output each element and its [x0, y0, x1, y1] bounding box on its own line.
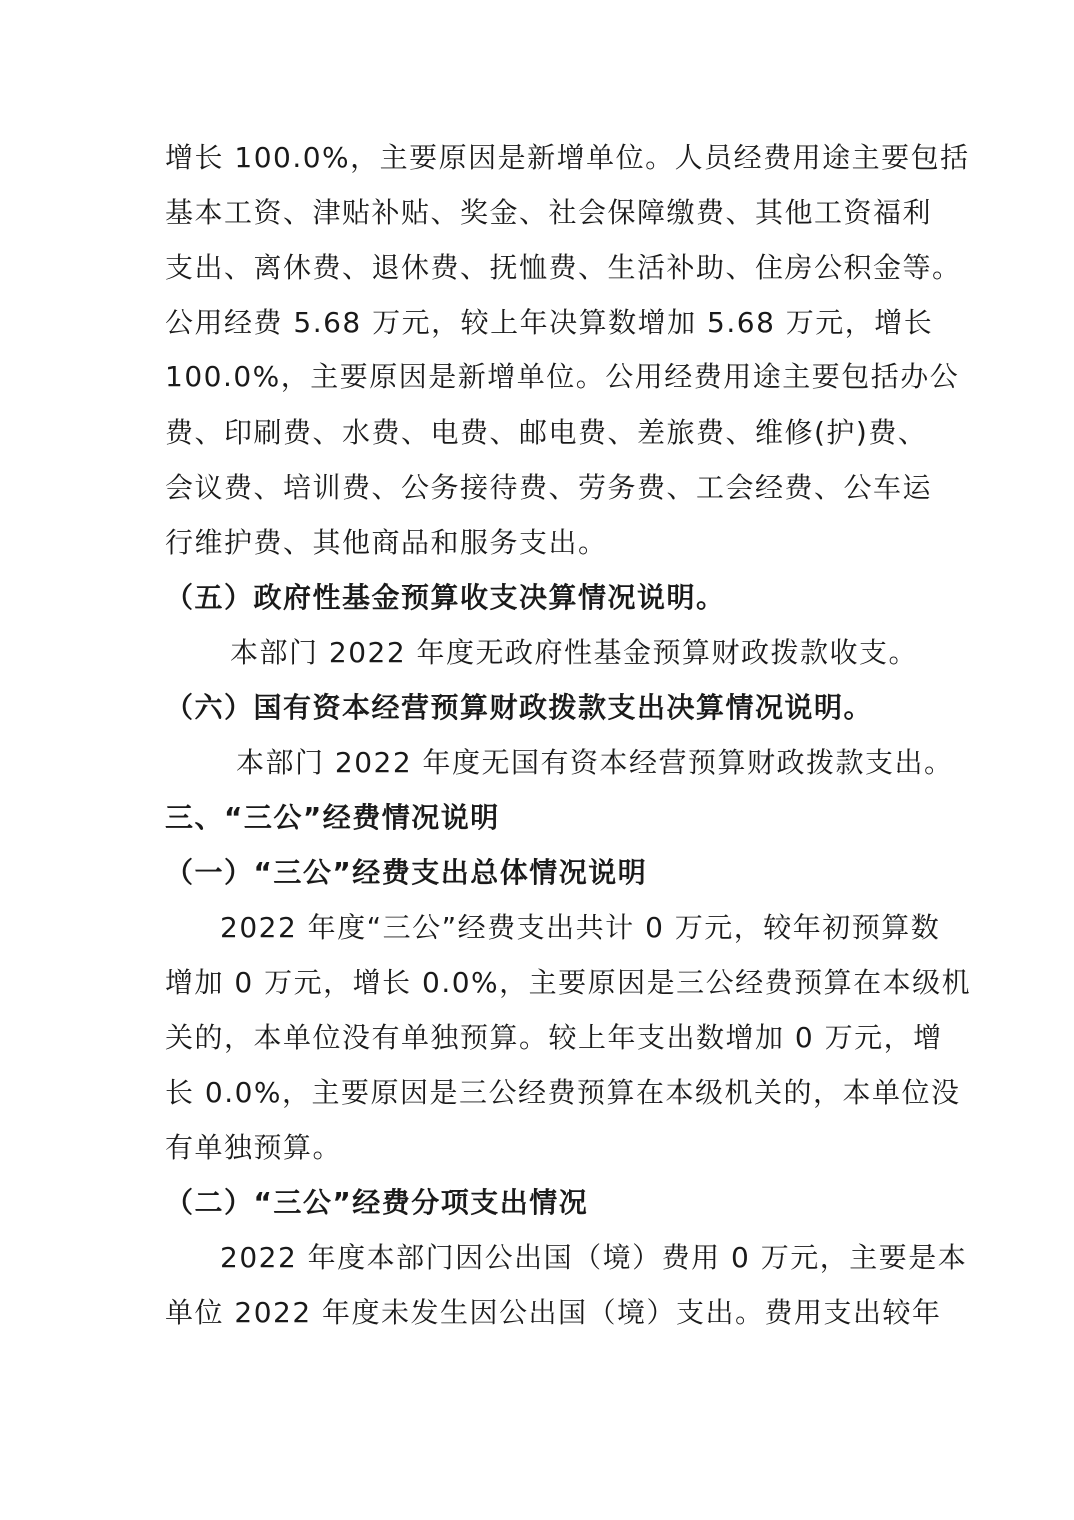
paragraph-line: 本部门 2022 年度无国有资本经营预算财政拨款支出。 — [236, 746, 954, 779]
subsection-heading-2: （二）“三公”经费分项支出情况 — [165, 1186, 589, 1219]
paragraph-line: 基本工资、津贴补贴、奖金、社会保障缴费、其他工资福利 — [165, 196, 933, 229]
paragraph-line: 本部门 2022 年度无政府性基金预算财政拨款收支。 — [230, 636, 919, 669]
paragraph-line: 长 0.0%，主要原因是三公经费预算在本级机关的，本单位没 — [165, 1076, 961, 1109]
subsection-heading-1: （一）“三公”经费支出总体情况说明 — [165, 856, 648, 889]
paragraph-line: 2022 年度本部门因公出国（境）费用 0 万元，主要是本 — [220, 1241, 968, 1274]
paragraph-line: 2022 年度“三公”经费支出共计 0 万元，较年初预算数 — [220, 911, 941, 944]
paragraph-line: 会议费、培训费、公务接待费、劳务费、工会经费、公车运 — [165, 471, 933, 504]
paragraph-line: 100.0%，主要原因是新增单位。公用经费用途主要包括办公 — [165, 360, 960, 393]
paragraph-line: 增长 100.0%，主要原因是新增单位。人员经费用途主要包括 — [165, 141, 970, 174]
section-heading-6: （六）国有资本经营预算财政拨款支出决算情况说明。 — [165, 691, 874, 724]
paragraph-line: 行维护费、其他商品和服务支出。 — [165, 526, 608, 559]
paragraph-line: 费、印刷费、水费、电费、邮电费、差旅费、维修(护)费、 — [165, 416, 928, 449]
section-heading-5: （五）政府性基金预算收支决算情况说明。 — [165, 581, 726, 614]
chapter-heading-3: 三、“三公”经费情况说明 — [165, 801, 500, 834]
paragraph-line: 有单独预算。 — [165, 1131, 343, 1164]
paragraph-line: 增加 0 万元，增长 0.0%，主要原因是三公经费预算在本级机 — [165, 966, 972, 999]
paragraph-line: 关的，本单位没有单独预算。较上年支出数增加 0 万元，增 — [165, 1021, 943, 1054]
paragraph-line: 公用经费 5.68 万元，较上年决算数增加 5.68 万元，增长 — [165, 306, 934, 339]
paragraph-line: 支出、离休费、退休费、抚恤费、生活补助、住房公积金等。 — [165, 251, 962, 284]
paragraph-line: 单位 2022 年度未发生因公出国（境）支出。费用支出较年 — [165, 1296, 942, 1329]
